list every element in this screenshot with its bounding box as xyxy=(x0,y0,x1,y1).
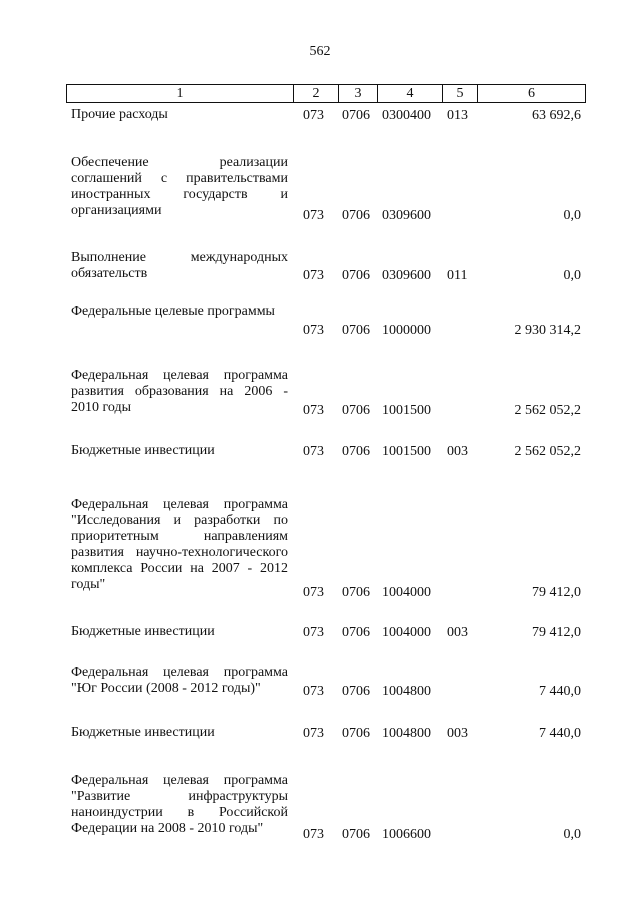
row-col-2: 073 xyxy=(303,268,324,283)
row-col-2: 073 xyxy=(303,444,324,459)
page-number: 562 xyxy=(309,44,331,59)
row-col-2: 073 xyxy=(303,208,324,223)
row-col-3: 0706 xyxy=(342,268,370,283)
row-name: Федеральная целевая программа развития образования на 2006 - 2010 годы xyxy=(71,368,288,415)
header-col-2: 2 xyxy=(294,85,339,103)
row-col-5: 013 xyxy=(447,108,468,123)
table-row xyxy=(0,107,640,124)
row-col-6: 0,0 xyxy=(563,208,581,223)
row-name: Федеральная целевая программа "Юг России (2008 - 2012 годы)" xyxy=(71,665,288,696)
row-col-3: 0706 xyxy=(342,108,370,123)
row-col-6: 79 412,0 xyxy=(532,585,581,600)
table-row xyxy=(0,250,640,284)
row-col-6: 2 562 052,2 xyxy=(514,403,581,418)
row-col-4: 0309600 xyxy=(382,268,431,283)
row-col-6: 0,0 xyxy=(563,268,581,283)
row-name: Бюджетные инвестиции xyxy=(71,624,215,639)
row-col-6: 0,0 xyxy=(563,827,581,842)
header-col-4: 4 xyxy=(378,85,443,103)
row-col-2: 073 xyxy=(303,108,324,123)
column-header-table xyxy=(66,84,586,103)
row-col-6: 2 562 052,2 xyxy=(514,444,581,459)
row-col-4: 1004000 xyxy=(382,625,431,640)
row-col-5: 003 xyxy=(447,625,468,640)
header-col-1: 1 xyxy=(67,85,294,103)
table-row xyxy=(0,665,640,700)
header-col-3: 3 xyxy=(339,85,378,103)
row-col-3: 0706 xyxy=(342,208,370,223)
row-name: Федеральная целевая программа "Исследования и разработки по приоритетным направлениям развития научно-технологического комплекса России на 2007 - 2012 годы" xyxy=(71,497,288,592)
header-col-5: 5 xyxy=(443,85,478,103)
row-col-2: 073 xyxy=(303,585,324,600)
table-row xyxy=(0,368,640,419)
row-col-2: 073 xyxy=(303,323,324,338)
table-row xyxy=(0,304,640,339)
row-col-3: 0706 xyxy=(342,444,370,459)
table-row xyxy=(0,725,640,742)
row-col-4: 1001500 xyxy=(382,444,431,459)
row-col-4: 0300400 xyxy=(382,108,431,123)
row-col-4: 1006600 xyxy=(382,827,431,842)
row-col-3: 0706 xyxy=(342,323,370,338)
row-col-2: 073 xyxy=(303,827,324,842)
row-col-3: 0706 xyxy=(342,684,370,699)
row-col-6: 2 930 314,2 xyxy=(514,323,581,338)
row-col-5: 011 xyxy=(447,268,468,283)
row-col-4: 1004800 xyxy=(382,684,431,699)
row-col-5: 003 xyxy=(447,726,468,741)
row-col-3: 0706 xyxy=(342,403,370,418)
row-col-6: 63 692,6 xyxy=(532,108,581,123)
row-name: Бюджетные инвестиции xyxy=(71,443,215,458)
row-name: Выполнение международных обязательств xyxy=(71,250,288,281)
row-col-5: 003 xyxy=(447,444,468,459)
row-col-4: 1004800 xyxy=(382,726,431,741)
table-row xyxy=(0,443,640,460)
row-col-2: 073 xyxy=(303,403,324,418)
row-name: Обеспечение реализации соглашений с правительствами иностранных государств и организациями xyxy=(71,155,288,218)
row-col-3: 0706 xyxy=(342,827,370,842)
row-col-6: 7 440,0 xyxy=(539,726,581,741)
row-col-6: 79 412,0 xyxy=(532,625,581,640)
row-name: Прочие расходы xyxy=(71,107,168,122)
row-col-3: 0706 xyxy=(342,726,370,741)
header-col-6: 6 xyxy=(478,85,586,103)
table-row xyxy=(0,773,640,843)
row-col-2: 073 xyxy=(303,726,324,741)
table-row xyxy=(0,155,640,224)
row-col-4: 1001500 xyxy=(382,403,431,418)
row-name: Федеральная целевая программа "Развитие инфраструктуры наноиндустрии в Российской Федерации на 2008 - 2010 годы" xyxy=(71,773,288,836)
row-col-2: 073 xyxy=(303,684,324,699)
row-col-4: 1004000 xyxy=(382,585,431,600)
table-row xyxy=(0,497,640,601)
row-col-3: 0706 xyxy=(342,625,370,640)
row-col-2: 073 xyxy=(303,625,324,640)
table-row xyxy=(0,624,640,641)
row-col-4: 0309600 xyxy=(382,208,431,223)
row-col-6: 7 440,0 xyxy=(539,684,581,699)
row-name: Бюджетные инвестиции xyxy=(71,725,215,740)
row-name: Федеральные целевые программы xyxy=(71,304,275,319)
row-col-4: 1000000 xyxy=(382,323,431,338)
row-col-3: 0706 xyxy=(342,585,370,600)
